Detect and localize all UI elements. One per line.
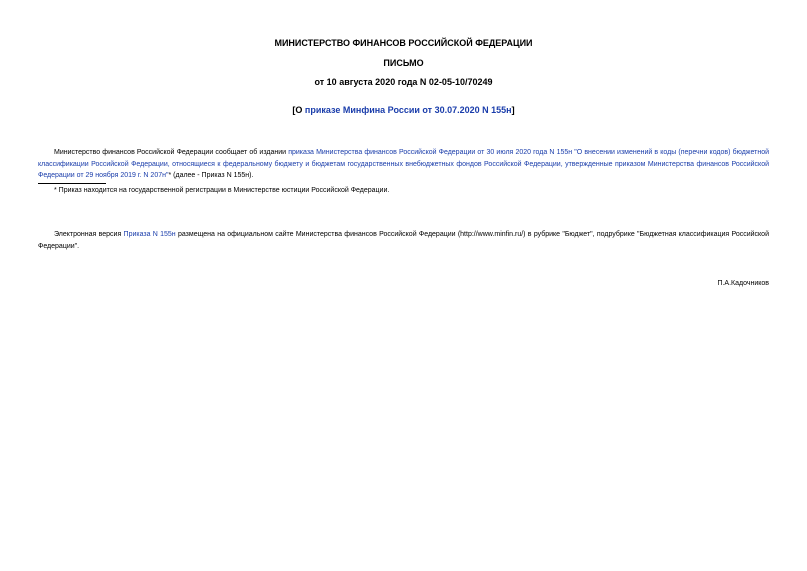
- paragraph-1-lead: Министерство финансов Российской Федерации сообщает об издании: [54, 149, 289, 156]
- document-subject: [0, 105, 807, 115]
- footnote-marker: *: [168, 172, 172, 179]
- paragraph-2-lead: Электронная версия: [54, 231, 124, 238]
- paragraph-2-tail: размещена на официальном сайте Министерства финансов Российской Федерации (http://www.minfin.ru/) в рубрике "Бюджет", подрубрике "Бюджетная классификация Российской Федерации".: [38, 231, 769, 250]
- paragraph-1-tail: (далее - Приказ N 155н).: [171, 172, 254, 179]
- footnote-divider: [38, 183, 106, 184]
- document-date-number: от 10 августа 2020 года N 02-05-10/70249: [314, 77, 493, 87]
- subject-close-bracket: ]: [511, 105, 515, 115]
- subject-order-link[interactable]: приказе Минфина России от 30.07.2020 N 155н: [304, 105, 512, 115]
- body-paragraph-1: [38, 147, 769, 182]
- document-type: ПИСЬМО: [383, 58, 424, 68]
- ministry-title: МИНИСТЕРСТВО ФИНАНСОВ РОССИЙСКОЙ ФЕДЕРАЦИИ: [274, 38, 533, 48]
- order-155n-short-link[interactable]: Приказа N 155н: [123, 231, 176, 238]
- subject-open-bracket: [О: [292, 105, 305, 115]
- footnote-text: * Приказ находится на государственной регистрации в Министерстве юстиции Российской Федерации.: [54, 187, 390, 194]
- body-paragraph-2: [38, 229, 769, 252]
- order-155n-link[interactable]: приказа Министерства финансов Российской Федерации от 30 июля 2020 года N 155н "О внесении изменений в коды (перечни кодов) бюджетной классификации Российской Федерации, относящиеся к федеральному бюджету и бюджетам государственных внебюджетных фондов Российской Федерации, утвержденные приказом Министерства финансов Российской Федерации от 29 ноября 2019 г. N 207н": [38, 149, 769, 179]
- signature: П.А.Кадочников: [717, 280, 769, 287]
